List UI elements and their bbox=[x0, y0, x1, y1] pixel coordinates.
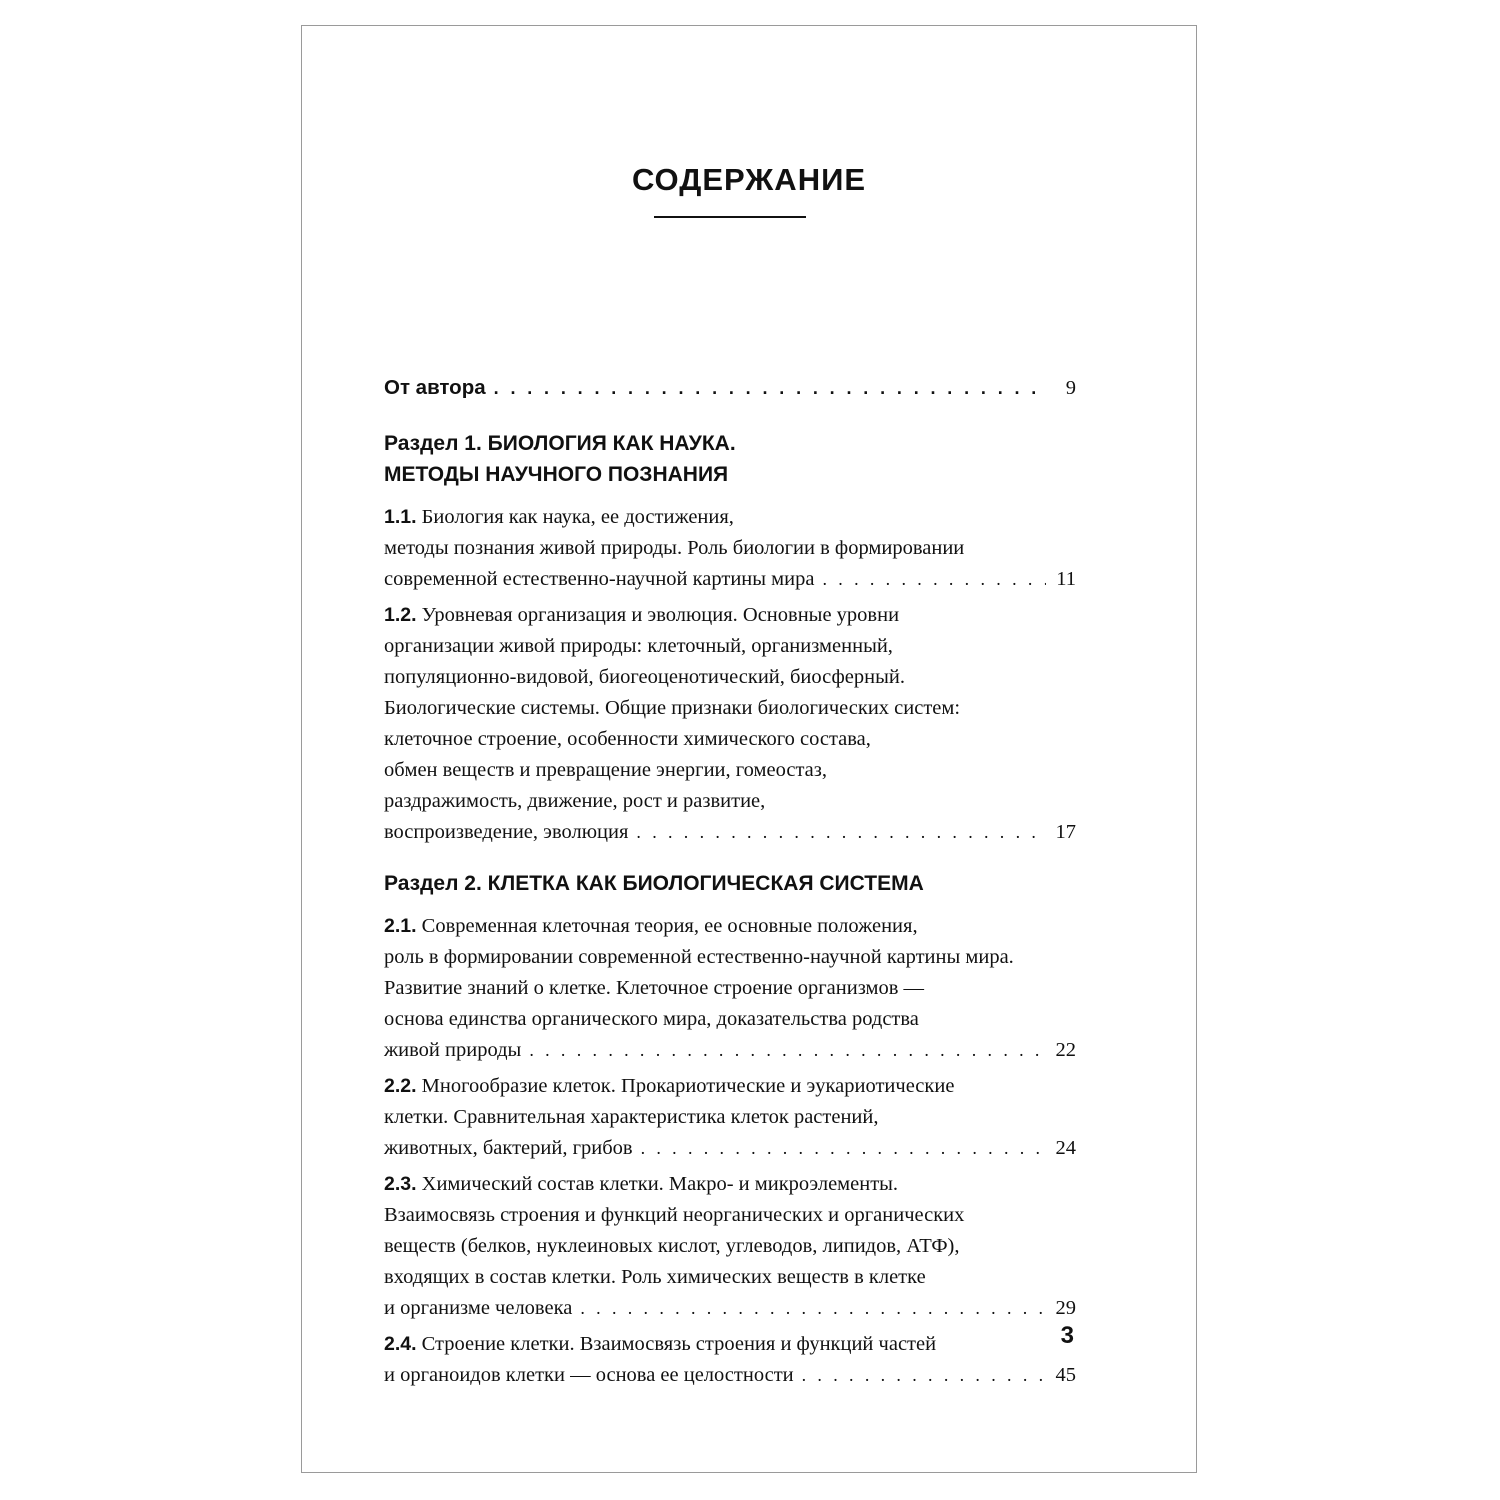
page-heading: СОДЕРЖАНИЕ bbox=[631, 162, 867, 197]
toc-entry-text-line: раздражимость, движение, рост и развитие, bbox=[384, 790, 766, 812]
toc-entry-text: животных, бактерий, грибов bbox=[384, 1137, 633, 1159]
toc-entry-text: Современная клеточная теория, ее основные положения, bbox=[421, 915, 918, 937]
toc-entry-number: 2.2. bbox=[384, 1075, 417, 1097]
toc-entry-text: воспроизведение, эволюция bbox=[384, 821, 629, 843]
toc-page-number: 45 bbox=[1055, 1364, 1076, 1386]
toc-entry-last-line bbox=[384, 1035, 1076, 1066]
toc-entry-text-line: основа единства органического мира, доказательства родства bbox=[384, 1008, 919, 1030]
toc-entry-first-line bbox=[384, 1329, 1076, 1360]
toc-entry-text-line: организации живой природы: клеточный, организменный, bbox=[384, 635, 893, 657]
toc-entry-last-line bbox=[384, 564, 1076, 595]
toc-page-number: 11 bbox=[1056, 568, 1076, 590]
toc-entry-text-line: клетки. Сравнительная характеристика клеток растений, bbox=[384, 1106, 879, 1128]
toc-page-number: 22 bbox=[1055, 1039, 1076, 1061]
toc-entry-first-line bbox=[384, 502, 1076, 533]
section-heading-2[interactable] bbox=[384, 868, 1076, 899]
dot-leader bbox=[580, 1293, 1046, 1324]
toc-entry-last-line bbox=[384, 372, 1076, 404]
toc-entry-text-line: популяционно-видовой, биогеоценотический, биосферный. bbox=[384, 666, 905, 688]
toc-entry-text-line: методы познания живой природы. Роль биологии в формировании bbox=[384, 537, 965, 559]
toc-entry-text: живой природы bbox=[384, 1039, 522, 1061]
section-heading-1[interactable] bbox=[384, 428, 1076, 490]
toc-entry-number: 1.2. bbox=[384, 604, 417, 626]
toc-entry-last-line bbox=[384, 1133, 1076, 1164]
dot-leader bbox=[641, 1133, 1046, 1164]
toc-entry-number: 2.1. bbox=[384, 915, 417, 937]
toc-entry-title: От автора bbox=[384, 376, 486, 399]
toc-entry-text: Биология как наука, ее достижения, bbox=[421, 506, 734, 528]
toc-entry-author[interactable] bbox=[384, 372, 1076, 404]
toc-entry-1-1[interactable] bbox=[384, 502, 1076, 595]
page-number: 3 bbox=[1060, 1322, 1074, 1349]
toc-entry-text: Химический состав клетки. Макро- и микроэлементы. bbox=[421, 1173, 899, 1195]
toc-entry-text-line: входящих в состав клетки. Роль химических веществ в клетке bbox=[384, 1266, 926, 1288]
toc-entry-first-line bbox=[384, 911, 1076, 942]
toc-entry-text: и организме человека bbox=[384, 1297, 573, 1319]
dot-leader bbox=[822, 564, 1046, 595]
toc-entry-2-4[interactable] bbox=[384, 1329, 1076, 1391]
dot-leader bbox=[636, 817, 1046, 848]
toc-entry-number: 2.4. bbox=[384, 1333, 417, 1355]
toc-entry-number: 1.1. bbox=[384, 506, 417, 528]
toc-page-number: 9 bbox=[1065, 377, 1076, 399]
toc-entry-first-line bbox=[384, 600, 1076, 631]
toc-page-number: 29 bbox=[1055, 1297, 1076, 1319]
toc-entry-1-2[interactable] bbox=[384, 600, 1076, 848]
toc-page-number: 17 bbox=[1055, 821, 1076, 843]
section-heading-line: Раздел 1. БИОЛОГИЯ КАК НАУКА. bbox=[384, 432, 736, 455]
toc-entry-text: Уровневая организация и эволюция. Основные уровни bbox=[421, 604, 900, 626]
toc-entry-2-2[interactable] bbox=[384, 1071, 1076, 1164]
toc-entry-number: 2.3. bbox=[384, 1173, 417, 1195]
toc-entry-2-1[interactable] bbox=[384, 911, 1076, 1066]
toc-entry-2-3[interactable] bbox=[384, 1169, 1076, 1324]
toc-entry-text: современной естественно-научной картины мира bbox=[384, 568, 815, 590]
toc-entry-text-line: обмен веществ и превращение энергии, гомеостаз, bbox=[384, 759, 827, 781]
section-heading-line: МЕТОДЫ НАУЧНОГО ПОЗНАНИЯ bbox=[384, 463, 729, 486]
table-of-contents bbox=[384, 372, 1076, 1391]
toc-entry-last-line bbox=[384, 1360, 1076, 1391]
heading-divider bbox=[654, 216, 806, 218]
book-page bbox=[301, 25, 1197, 1473]
toc-entry-text-line: веществ (белков, нуклеиновых кислот, углеводов, липидов, АТФ), bbox=[384, 1235, 960, 1257]
toc-entry-text: Строение клетки. Взаимосвязь строения и функций частей bbox=[421, 1333, 937, 1355]
toc-entry-text-line: роль в формировании современной естественно-научной картины мира. bbox=[384, 946, 1014, 968]
section-heading-line: Раздел 2. КЛЕТКА КАК БИОЛОГИЧЕСКАЯ СИСТЕМА bbox=[384, 872, 924, 895]
toc-entry-first-line bbox=[384, 1169, 1076, 1200]
toc-entry-last-line bbox=[384, 1293, 1076, 1324]
dot-leader bbox=[529, 1035, 1046, 1066]
toc-page-number: 24 bbox=[1055, 1137, 1076, 1159]
toc-entry-last-line bbox=[384, 817, 1076, 848]
toc-entry-text: и органоидов клетки — основа ее целостности bbox=[384, 1364, 794, 1386]
toc-entry-text-line: Взаимосвязь строения и функций неорганических и органических bbox=[384, 1204, 965, 1226]
toc-entry-first-line bbox=[384, 1071, 1076, 1102]
toc-entry-text: Многообразие клеток. Прокариотические и эукариотические bbox=[421, 1075, 955, 1097]
toc-entry-text-line: клеточное строение, особенности химического состава, bbox=[384, 728, 871, 750]
toc-entry-text-line: Биологические системы. Общие признаки биологических систем: bbox=[384, 697, 961, 719]
toc-entry-text-line: Развитие знаний о клетке. Клеточное строение организмов — bbox=[384, 977, 925, 999]
dot-leader bbox=[494, 373, 1046, 404]
dot-leader bbox=[802, 1360, 1046, 1391]
